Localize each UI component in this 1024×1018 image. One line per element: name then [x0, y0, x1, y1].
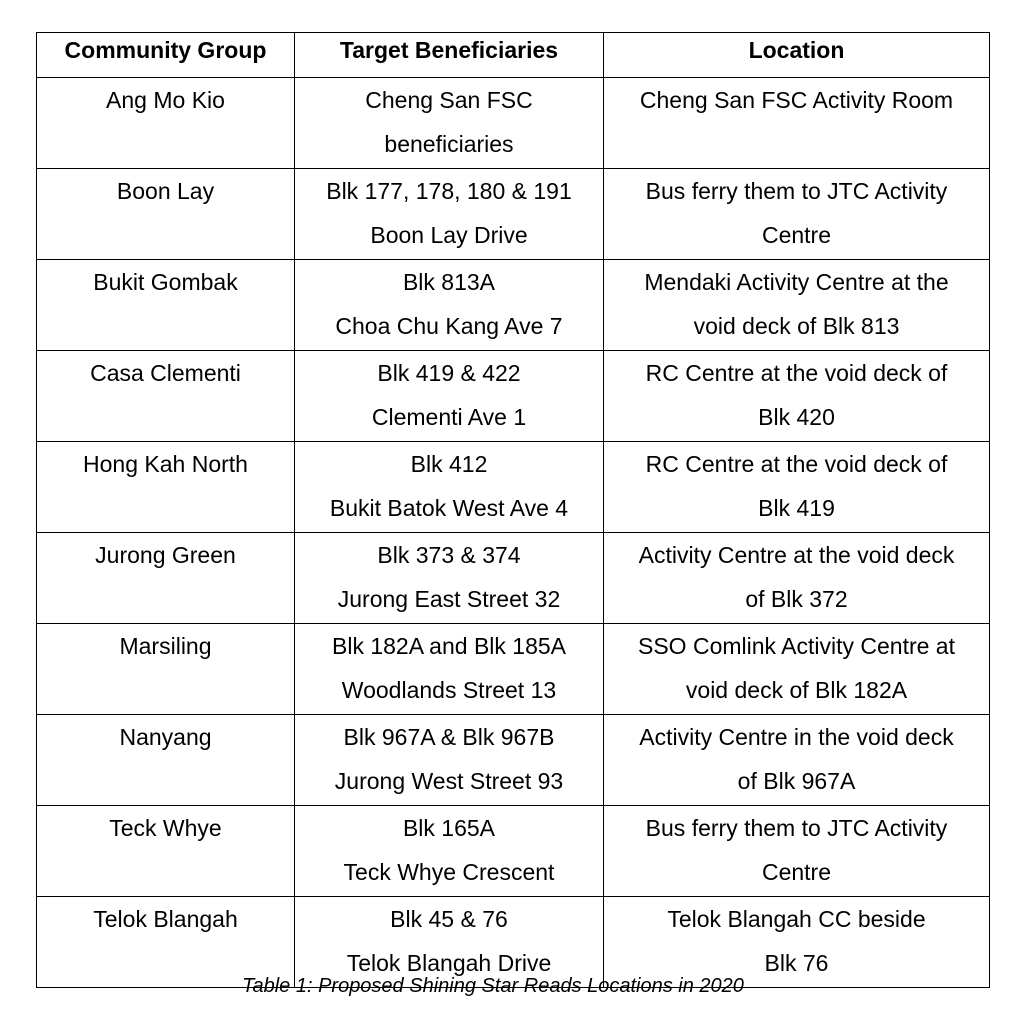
cell-community-group: [37, 715, 295, 806]
cell-line: Blk 45 & 76: [390, 906, 508, 932]
table-caption: [0, 972, 1024, 1000]
cell-line: Bukit Batok West Ave 4: [329, 495, 569, 521]
cell-location: [604, 442, 990, 533]
cell-line: Jurong Green: [95, 542, 236, 568]
cell-line: Blk 419 & 422: [377, 360, 521, 386]
table-row: [37, 169, 990, 260]
cell-community-group: [37, 442, 295, 533]
cell-line: Telok Blangah: [93, 906, 238, 932]
cell-line: Bus ferry them to JTC Activity: [645, 815, 948, 841]
cell-line: Blk 967A & Blk 967B: [343, 724, 555, 750]
cell-line: of Blk 967A: [737, 768, 856, 794]
cell-line: Activity Centre in the void deck: [639, 724, 954, 750]
cell-line: Telok Blangah CC beside: [667, 906, 926, 932]
cell-target-beneficiaries: [295, 715, 604, 806]
header-location: Location: [604, 33, 990, 78]
cell-target-beneficiaries: [295, 78, 604, 169]
header-community-group: Community Group: [37, 33, 295, 78]
cell-community-group: [37, 169, 295, 260]
cell-line: Jurong East Street 32: [337, 586, 561, 612]
cell-line: Cheng San FSC: [365, 87, 533, 113]
table-row: [37, 351, 990, 442]
cell-line: Centre: [761, 859, 832, 885]
cell-line: Blk 420: [758, 404, 835, 430]
cell-line: Bus ferry them to JTC Activity: [645, 178, 948, 204]
cell-community-group: [37, 260, 295, 351]
cell-line: Blk 165A: [402, 815, 496, 841]
cell-line: of Blk 372: [745, 586, 848, 612]
cell-line: Choa Chu Kang Ave 7: [335, 313, 563, 339]
cell-line: Centre: [761, 222, 832, 248]
cell-community-group: [37, 533, 295, 624]
table-header-row: [37, 33, 990, 78]
locations-table-container: [36, 32, 989, 988]
cell-line: Ang Mo Kio: [106, 87, 225, 113]
table-row: [37, 533, 990, 624]
cell-line: Activity Centre at the void deck: [638, 542, 955, 568]
cell-line: Marsiling: [119, 633, 212, 659]
cell-line: Blk 412: [410, 451, 488, 477]
table-body: [37, 78, 990, 988]
cell-line: Clementi Ave 1: [371, 404, 527, 430]
cell-line: Bukit Gombak: [93, 269, 238, 295]
cell-line: Blk 76: [764, 950, 829, 976]
cell-line: RC Centre at the void deck of: [645, 451, 948, 477]
cell-line: void deck of Blk 813: [693, 313, 900, 339]
cell-location: [604, 715, 990, 806]
cell-community-group: [37, 806, 295, 897]
cell-line: Jurong West Street 93: [334, 768, 564, 794]
cell-line: Boon Lay Drive: [370, 222, 528, 248]
table-row: [37, 624, 990, 715]
locations-table: [36, 32, 990, 988]
cell-location: [604, 169, 990, 260]
cell-target-beneficiaries: [295, 351, 604, 442]
cell-line: Cheng San FSC Activity Room: [639, 87, 954, 113]
cell-line: beneficiaries: [384, 131, 514, 157]
cell-location: [604, 78, 990, 169]
cell-location: [604, 806, 990, 897]
cell-line: Nanyang: [119, 724, 212, 750]
cell-target-beneficiaries: [295, 169, 604, 260]
cell-line: Blk 813A: [402, 269, 496, 295]
cell-target-beneficiaries: [295, 624, 604, 715]
cell-line: Woodlands Street 13: [341, 677, 557, 703]
cell-community-group: [37, 78, 295, 169]
cell-location: [604, 533, 990, 624]
cell-line: void deck of Blk 182A: [685, 677, 908, 703]
cell-line: Teck Whye: [109, 815, 222, 841]
cell-target-beneficiaries: [295, 260, 604, 351]
cell-line: RC Centre at the void deck of: [645, 360, 948, 386]
table-row: [37, 260, 990, 351]
cell-line: Blk 177, 178, 180 & 191: [326, 178, 572, 204]
cell-target-beneficiaries: [295, 806, 604, 897]
table-row: [37, 806, 990, 897]
cell-target-beneficiaries: [295, 442, 604, 533]
cell-community-group: [37, 351, 295, 442]
cell-line: Blk 373 & 374: [377, 542, 521, 568]
header-target-beneficiaries: Target Beneficiaries: [295, 33, 604, 78]
cell-line: Boon Lay: [116, 178, 215, 204]
cell-line: Teck Whye Crescent: [343, 859, 555, 885]
table-row: [37, 78, 990, 169]
cell-location: [604, 351, 990, 442]
cell-target-beneficiaries: [295, 533, 604, 624]
cell-community-group: [37, 624, 295, 715]
cell-line: Blk 182A and Blk 185A: [332, 633, 566, 659]
table-row: [37, 715, 990, 806]
cell-line: Casa Clementi: [90, 360, 241, 386]
cell-line: Hong Kah North: [83, 451, 248, 477]
cell-line: SSO Comlink Activity Centre at: [638, 633, 955, 659]
cell-line: Telok Blangah Drive: [346, 950, 552, 976]
cell-location: [604, 260, 990, 351]
cell-line: Mendaki Activity Centre at the: [644, 269, 949, 295]
table-row: [37, 442, 990, 533]
cell-location: [604, 624, 990, 715]
table-caption-text: Table 1: Proposed Shining Star Reads Locations in 2020: [242, 975, 744, 997]
cell-line: Blk 419: [758, 495, 835, 521]
